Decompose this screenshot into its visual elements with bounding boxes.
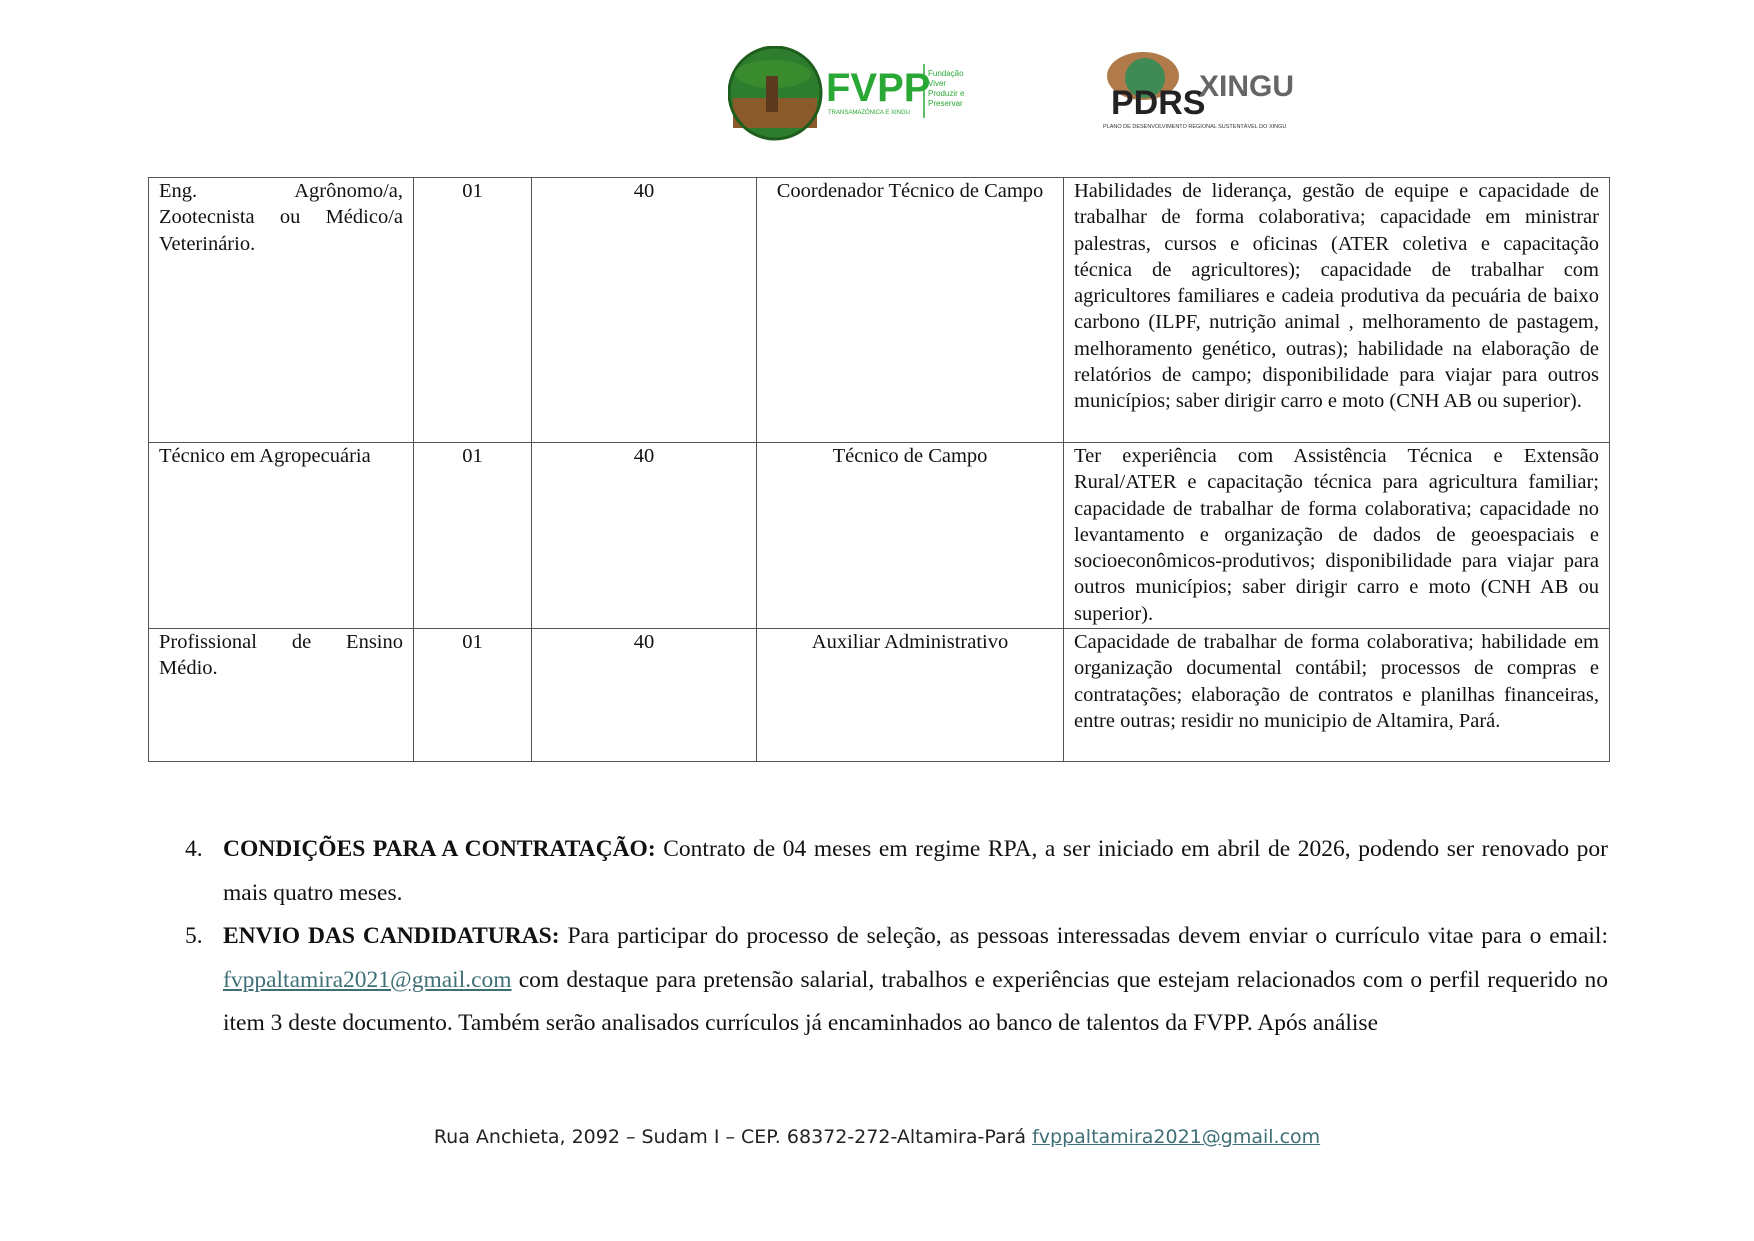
cell-cargo: Auxiliar Administrativo: [757, 629, 1064, 762]
cell-perfil: Habilidades de liderança, gestão de equipe e capacidade de trabalhar de forma colaborativa; capacidade em ministrar palestras, cursos e oficinas (ATER coletiva e capacitação técnica de agricultores); capacidade de trabalhar com agricultores familiares e cadeia produtiva da pecuária de baixo carbono (ILPF, nutrição animal , melhoramento de pastagem, melhoramento genético, outras); habilidade na elaboração de relatórios de campo; disponibilidade para viajar para outros municípios; saber dirigir carro e moto (CNH AB ou superior).: [1064, 178, 1610, 443]
cell-horas: 40: [532, 629, 757, 762]
table-row: [149, 629, 1610, 762]
item-text: Contrato de 04 meses em regime RPA, a ser iniciado em abril de 2026, podendo ser renovado por mais quatro meses.: [223, 836, 1608, 906]
svg-text:Viver: Viver: [928, 79, 947, 88]
positions-table: [148, 177, 1610, 762]
footer-address: Rua Anchieta, 2092 – Sudam I – CEP. 68372-272-Altamira-Pará: [433, 1126, 1033, 1148]
cell-perfil: Ter experiência com Assistência Técnica e Extensão Rural/ATER e capacitação técnica para agricultura familiar; capacidade de trabalhar de forma colaborativa; capacidade no levantamento e organização de dados de geoespaciais e socioeconômicos-produtivos; disponibilidade para viajar para outros municípios; saber dirigir carro e moto (CNH AB ou superior).: [1064, 443, 1610, 629]
cell-perfil: Capacidade de trabalhar de forma colaborativa; habilidade em organização documental contábil; processos de compras e contratações; elaboração de contratos e planilhas financeiras, entre outras; residir no municipio de Altamira, Pará.: [1064, 629, 1610, 762]
cell-horas: 40: [532, 443, 757, 629]
cell-formacao: Profissional de Ensino Médio.: [149, 629, 414, 762]
svg-text:PDRS: PDRS: [1111, 84, 1206, 122]
cell-vagas: 01: [414, 443, 532, 629]
numbered-list: [185, 828, 1608, 1046]
cell-cargo: Coordenador Técnico de Campo: [757, 178, 1064, 443]
cell-vagas: 01: [414, 629, 532, 762]
table-row: [149, 443, 1610, 629]
item-number: 4.: [185, 836, 203, 862]
pdrs-xingu-logo: [1103, 48, 1331, 134]
footer-email-link[interactable]: fvppaltamira2021@gmail.com: [1032, 1126, 1321, 1148]
table-row: [149, 178, 1610, 443]
cell-horas: 40: [532, 178, 757, 443]
email-link[interactable]: fvppaltamira2021@gmail.com: [223, 966, 512, 993]
svg-text:XINGU: XINGU: [1199, 70, 1295, 103]
item-title: ENVIO DAS CANDIDATURAS:: [223, 923, 560, 950]
item-number: 5.: [185, 923, 203, 950]
item-title: CONDIÇÕES PARA A CONTRATAÇÃO:: [223, 836, 656, 862]
footer: [0, 1126, 1754, 1148]
svg-text:Fundação: Fundação: [928, 69, 964, 78]
item-text: com destaque para pretensão salarial, trabalhos e experiências que estejam relacionados com o perfil requerido no item 3 deste documento. Também serão analisados currículos já encaminhados ao banco de talentos da FVPP. Após análise: [223, 966, 1608, 1037]
list-item: [185, 915, 1608, 1046]
list-item: [185, 828, 1608, 915]
svg-text:FVPP: FVPP: [826, 66, 931, 110]
cell-formacao: Eng. Agrônomo/a, Zootecnista ou Médico/a Veterinário.: [149, 178, 414, 443]
cell-vagas: 01: [414, 178, 532, 443]
svg-text:PLANO DE DESENVOLVIMENTO REGIO: PLANO DE DESENVOLVIMENTO REGIONAL SUSTENTÁVEL DO XINGU: [1103, 124, 1287, 130]
svg-text:Preservar: Preservar: [928, 99, 963, 108]
fvpp-logo: [728, 46, 978, 141]
item-text: Para participar do processo de seleção, as pessoas interessadas devem enviar o currículo vitae para o email:: [559, 923, 1608, 950]
cell-cargo: Técnico de Campo: [757, 443, 1064, 629]
cell-formacao: Técnico em Agropecuária: [149, 443, 414, 629]
svg-text:Produzir e: Produzir e: [928, 89, 965, 98]
svg-text:TRANSAMAZÔNICA E XINGU: TRANSAMAZÔNICA E XINGU: [828, 110, 911, 116]
